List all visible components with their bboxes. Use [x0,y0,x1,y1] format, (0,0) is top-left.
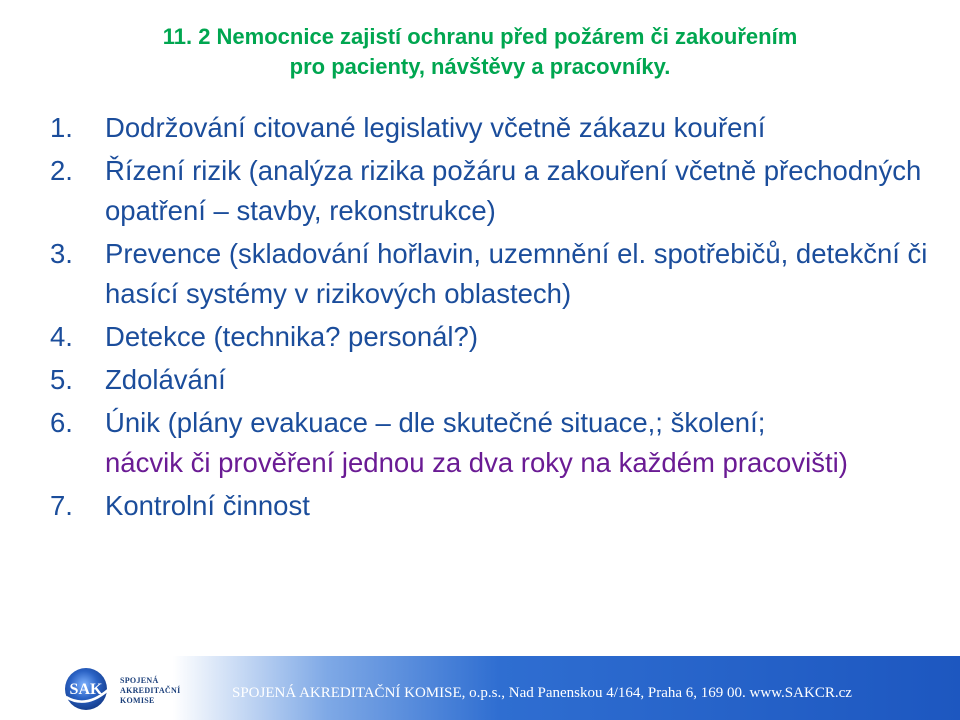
slide-title [0,22,960,82]
item-number: 1. [50,112,73,143]
item-text-blue: Únik (plány evakuace – dle skutečné situace,; školení; [105,407,766,438]
list-item [50,108,940,148]
item-number: 3. [50,238,73,269]
logo-text [120,676,181,706]
item-text: Detekce (technika? personál?) [105,321,478,352]
item-number: 2. [50,155,73,186]
item-text: Zdolávání [105,364,226,395]
item-text [105,403,940,483]
item-text: Řízení rizik (analýza rizika požáru a zakouření včetně přechodných opatření – stavby, rekonstrukce) [105,155,922,226]
title-line-1: 11. 2 Nemocnice zajistí ochranu před požárem či zakouřením [162,24,798,49]
list-item [50,317,940,357]
item-text: Dodržování citované legislativy včetně zákazu kouření [105,112,766,143]
list-item [50,403,940,483]
item-text: Kontrolní činnost [105,490,310,521]
item-number: 7. [50,490,73,521]
list-item [50,151,940,231]
logo-line-2: AKREDITAČNÍ [120,686,181,695]
list-item [50,486,940,526]
item-number: 6. [50,407,73,438]
list-item [50,234,940,314]
title-line-2: pro pacienty, návštěvy a pracovníky. [289,54,671,79]
item-number: 5. [50,364,73,395]
item-text: Prevence (skladování hořlavin, uzemnění el. spotřebičů, detekční či hasící systémy v rizikových oblastech) [105,238,928,309]
item-text-purple: nácvik či prověření jednou za dva roky na každém pracovišti) [105,447,848,478]
footer-text: SPOJENÁ AKREDITAČNÍ KOMISE, o.p.s., Nad Panenskou 4/164, Praha 6, 169 00. www.SAKCR.cz [232,685,852,701]
list-item [50,360,940,400]
logo-line-1: SPOJENÁ [120,676,159,685]
sak-logo-icon [56,664,116,714]
numbered-list [50,108,940,526]
item-number: 4. [50,321,73,352]
logo-letters: SAK [69,681,103,698]
logo-line-3: KOMISE [120,696,155,705]
